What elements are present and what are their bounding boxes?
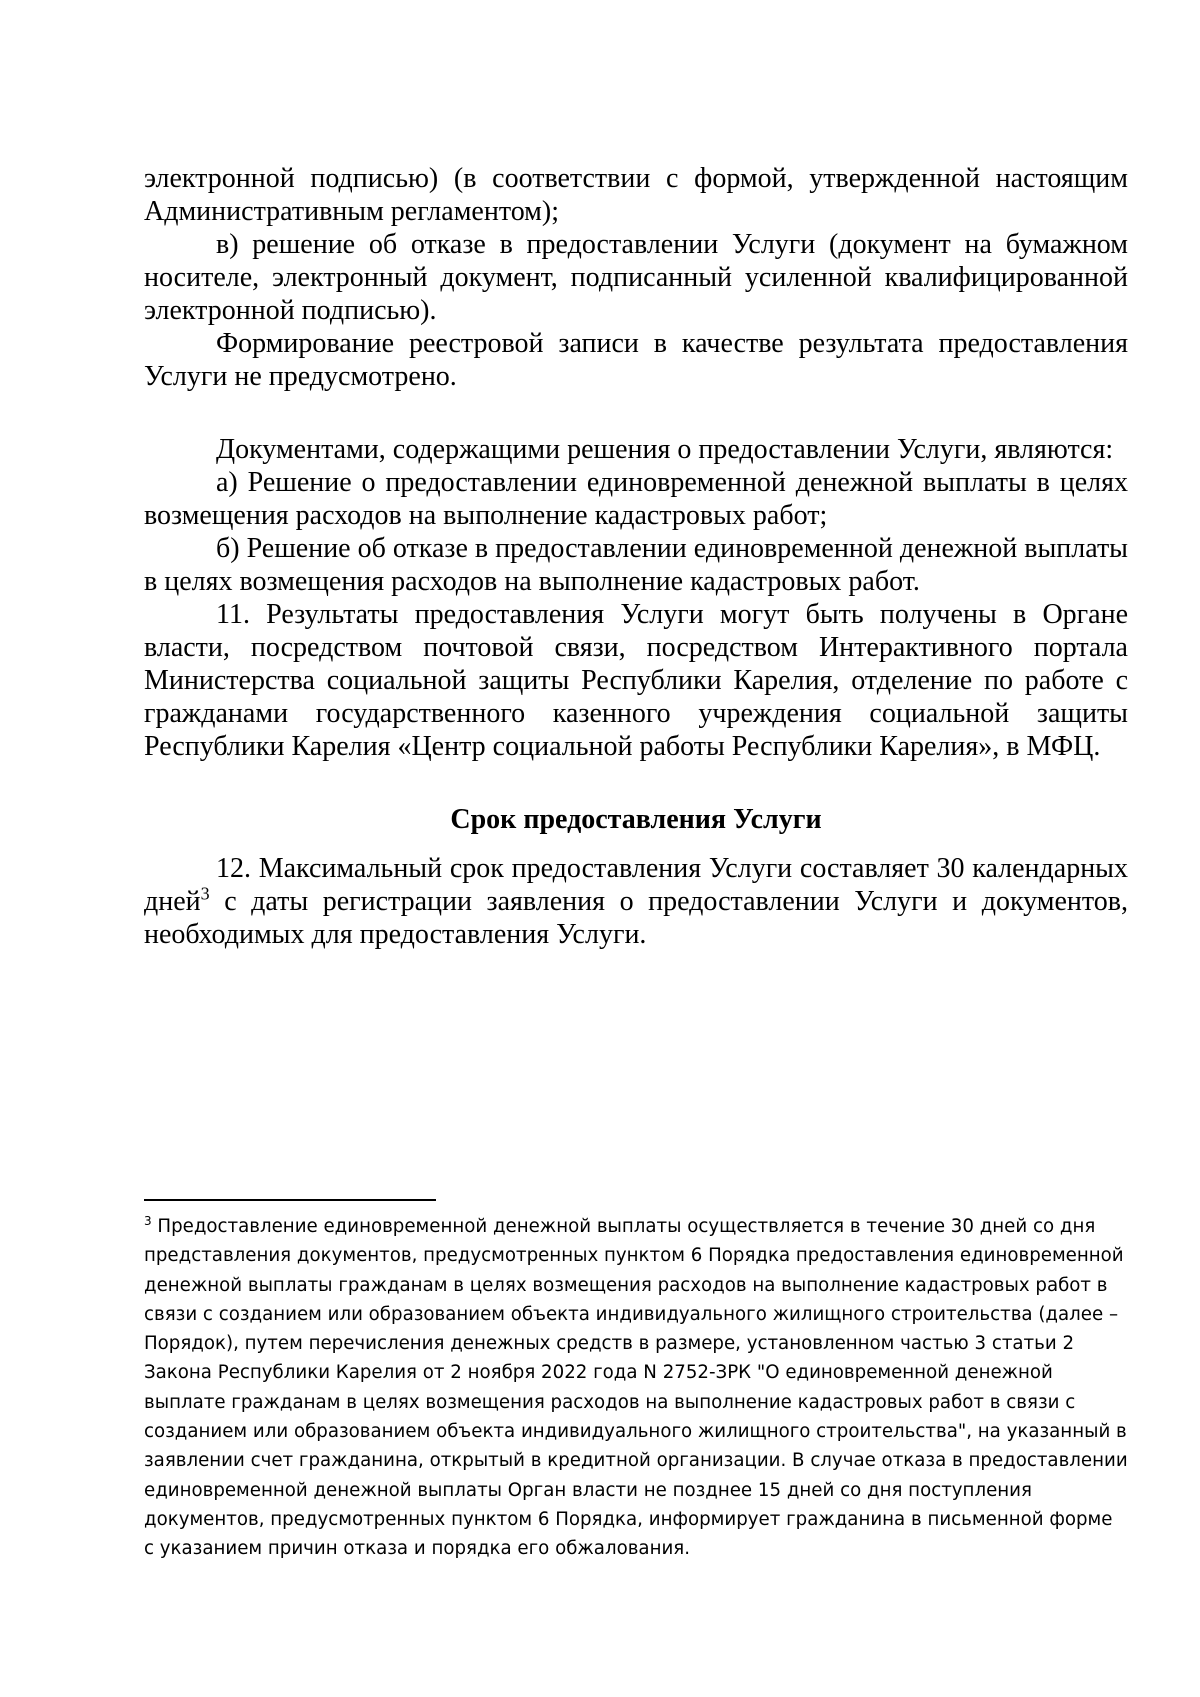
footnote-separator [144, 1199, 436, 1201]
footnote-3 [144, 1212, 1128, 1564]
paragraph-12-max-term [144, 852, 1128, 951]
paragraph-item-v: в) решение об отказе в предоставлении Услуги (документ на бумажном носителе, электронный документ, подписанный усиленной квалифицированной электронной подписью). [144, 229, 1128, 326]
footnote-reference[interactable]: 3 [200, 883, 210, 904]
document-body [144, 162, 1128, 951]
paragraph-12-text-before: 12. Максимальный срок предоставления Услуги составляет 30 календарных дней [144, 853, 1128, 917]
heading-gap [144, 836, 1128, 852]
paragraph-12-text-after: с даты регистрации заявления о предоставлении Услуги и документов, необходимых для предоставления Услуги. [144, 886, 1128, 950]
paragraph-continuation: электронной подписью) (в соответствии с формой, утвержденной настоящим Административным регламентом); [144, 163, 1128, 227]
section-gap [144, 763, 1128, 803]
footnote-text: Предоставление единовременной денежной выплаты осуществляется в течение 30 дней со дня представления документов, предусмотренных пунктом 6 Порядка предоставления единовременной денежной выплаты гражданам в целях возмещения расходов на выполнение кадастровых работ в связи с созданием или образованием объекта индивидуального жилищного строительства (далее – Порядок), путем перечисления денежных средств в размере, установленном частью 3 статьи 2 Закона Республики Карелия от 2 ноября 2022 года N 2752-ЗРК "О единовременной денежной выплате гражданам в целях возмещения расходов на выполнение кадастровых работ в связи с созданием или образованием объекта индивидуального жилищного строительства", на указанный в заявлении счет гражданина, открытый в кредитной организации. В случае отказа в предоставлении единовременной денежной выплаты Орган власти не позднее 15 дней со дня поступления документов, предусмотренных пунктом 6 Порядка, информирует гражданина в письменной форме с указанием причин отказа и порядка его обжалования. [144, 1216, 1128, 1560]
footnote-marker: 3 [144, 1213, 152, 1228]
paragraph-gap [144, 393, 1128, 433]
paragraph-item-a: а) Решение о предоставлении единовременной денежной выплаты в целях возмещения расходов на выполнение кадастровых работ; [144, 467, 1128, 531]
paragraph-registry-record: Формирование реестровой записи в качестве результата предоставления Услуги не предусмотрено. [144, 328, 1128, 392]
paragraph-11-results: 11. Результаты предоставления Услуги могут быть получены в Органе власти, посредством почтовой связи, посредством Интерактивного портала Министерства социальной защиты Республики Карелия, отделение по работе с гражданами государственного казенного учреждения социальной защиты Республики Карелия «Центр социальной работы Республики Карелия», в МФЦ. [144, 599, 1128, 762]
section-heading: Срок предоставления Услуги [450, 804, 822, 835]
paragraph-decision-documents: Документами, содержащими решения о предоставлении Услуги, являются: [216, 434, 1114, 465]
paragraph-item-b: б) Решение об отказе в предоставлении единовременной денежной выплаты в целях возмещения расходов на выполнение кадастровых работ. [144, 533, 1128, 597]
